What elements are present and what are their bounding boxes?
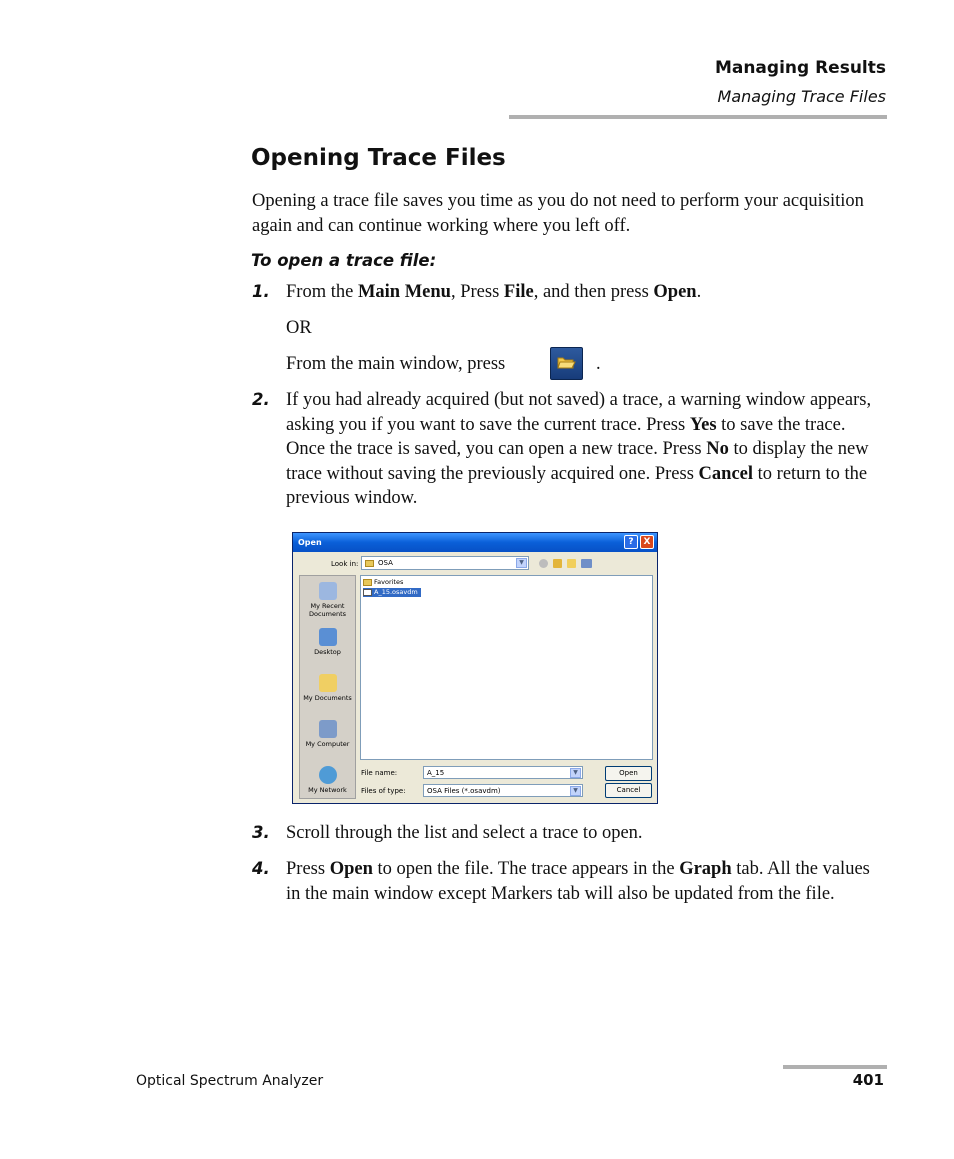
step-3-text: Scroll through the list and select a trace to open. [286,823,643,843]
step-2-text: If you had already acquired (but not saved) a trace, a warning window appears, asking you if you want to save the current trace. Press Yes to save the trace. Once the trace is saved, you can open a new trace. Press No to display the new trace without saving the previously acquired one. Press Cancel to return to the previous window. [286,390,872,508]
recent-documents-icon [319,582,337,600]
file-list[interactable] [360,575,653,760]
file-type-value: OSA Files (*.osavdm) [427,787,501,795]
look-in-dropdown[interactable] [361,556,529,570]
place-label: Desktop [314,648,341,656]
up-folder-icon[interactable] [553,559,562,568]
dialog-titlebar [293,533,657,552]
step-1-or: OR [286,318,312,338]
place-my-documents[interactable] [300,674,355,702]
place-desktop[interactable] [300,628,355,656]
page-title: Opening Trace Files [251,145,506,171]
look-in-label: Look in: [331,560,359,568]
footer-rule [783,1065,887,1069]
list-item-favorites[interactable] [363,578,403,587]
page-number: 401 [852,1071,884,1089]
procedure-heading: To open a trace file: [251,251,437,270]
new-folder-icon[interactable] [567,559,576,568]
my-network-icon [319,766,337,784]
place-label: My Documents [303,694,352,702]
header-rule [509,115,887,119]
file-name-value: A_15 [427,769,445,777]
open-dialog [292,532,658,804]
place-my-recent-documents[interactable] [300,582,355,618]
open-folder-icon [557,355,576,370]
intro-paragraph: Opening a trace file saves you time as you do not need to perform your acquisition again and can continue working where you left off. [252,191,864,236]
file-name-input[interactable] [423,766,583,779]
my-documents-icon [319,674,337,692]
step-number: 2. [252,390,270,409]
views-menu-icon[interactable] [581,559,592,568]
desktop-icon [319,628,337,646]
step-4-text: Press Open to open the file. The trace appears in the Graph tab. All the values in the main window except Markers tab will also be updated from the file. [286,859,870,904]
cancel-button[interactable]: Cancel [605,783,652,798]
file-type-dropdown[interactable] [423,784,583,797]
running-header-section: Managing Results [714,58,886,78]
chevron-down-icon[interactable]: ▼ [570,768,581,778]
look-in-value: OSA [378,559,393,567]
place-my-network[interactable] [300,766,355,794]
footer-product-name: Optical Spectrum Analyzer [136,1073,324,1089]
help-button[interactable]: ? [624,535,638,549]
list-item-trace-file[interactable] [363,588,421,597]
folder-icon [363,579,372,586]
file-name-label: File name: [361,769,398,777]
place-label: My Recent Documents [308,602,347,618]
file-item-label: Favorites [374,578,404,586]
file-item-label: A_15.osavdm [374,588,418,596]
folder-icon [365,560,374,567]
step-1-alt-text: From the main window, press [286,354,506,374]
step-number: 4. [252,859,270,878]
chevron-down-icon[interactable]: ▼ [516,558,527,568]
step-number: 3. [252,823,270,842]
open-folder-button[interactable] [550,347,583,380]
trace-file-icon [363,589,372,596]
chevron-down-icon[interactable]: ▼ [570,786,581,796]
place-label: My Network [308,786,347,794]
dialog-title: Open [298,538,322,547]
file-type-label: Files of type: [361,787,406,795]
back-icon[interactable] [539,559,548,568]
dialog-toolbar [539,558,599,570]
step-1-text: From the Main Menu, Press File, and then press Open. [286,282,702,302]
running-header-subsection: Managing Trace Files [717,87,886,106]
open-button[interactable]: Open [605,766,652,781]
close-button[interactable]: X [640,535,654,549]
my-computer-icon [319,720,337,738]
place-my-computer[interactable] [300,720,355,748]
places-bar [299,575,356,799]
place-label: My Computer [305,740,350,748]
step-1-alt-end: . [596,354,601,374]
step-number: 1. [252,282,270,301]
